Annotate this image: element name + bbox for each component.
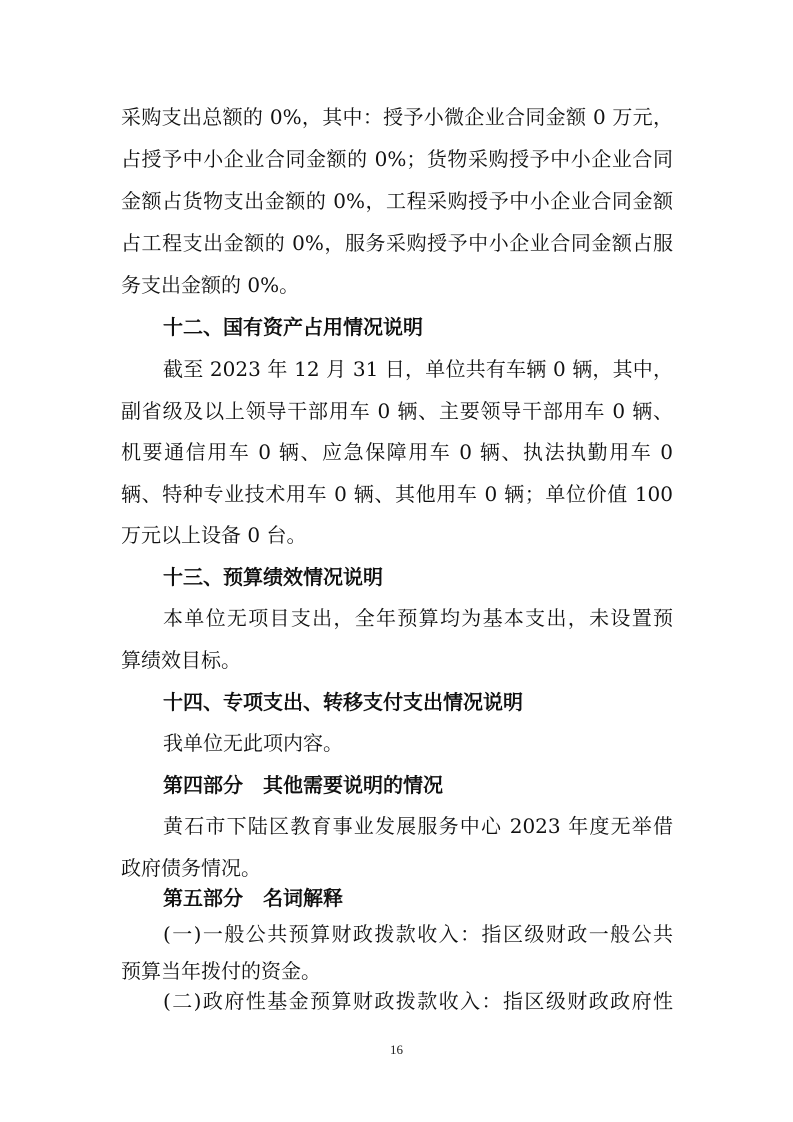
paragraph-line: 占授予中小企业合同金额的 0%；货物采购授予中小企业合同: [121, 147, 673, 171]
paragraph-line: 采购支出总额的 0%，其中：授予小微企业合同金额 0 万元，: [121, 105, 673, 129]
paragraph-line: 本单位无项目支出，全年预算均为基本支出，未设置预: [163, 606, 673, 630]
paragraph-line: 副省级及以上领导干部用车 0 辆、主要领导干部用车 0 辆、: [121, 399, 673, 423]
paragraph-line: 预算当年拨付的资金。: [121, 959, 321, 983]
paragraph-line: (二)政府性基金预算财政拨款收入：指区级财政政府性: [163, 989, 673, 1013]
paragraph-line: 占工程支出金额的 0%，服务采购授予中小企业合同金额占服: [121, 231, 673, 255]
paragraph-line: 我单位无此项内容。: [163, 731, 343, 755]
paragraph-line: 机要通信用车 0 辆、应急保障用车 0 辆、执法执勤用车 0: [121, 440, 673, 464]
paragraph-line: 务支出金额的 0%。: [121, 273, 300, 297]
paragraph-line: 政府债务情况。: [121, 856, 261, 880]
paragraph-line: 截至 2023 年 12 月 31 日，单位共有车辆 0 辆，其中，: [163, 357, 673, 381]
paragraph-line: 金额占货物支出金额的 0%，工程采购授予中小企业合同金额: [121, 189, 673, 213]
section-heading: 十四、专项支出、转移支付支出情况说明: [163, 690, 523, 714]
paragraph-line: 算绩效目标。: [121, 648, 241, 672]
paragraph-line: 黄石市下陆区教育事业发展服务中心 2023 年度无举借: [163, 814, 673, 838]
section-heading: 十二、国有资产占用情况说明: [163, 315, 423, 339]
part-heading: 第五部分 名词解释: [163, 886, 343, 910]
paragraph-line: 辆、特种专业技术用车 0 辆、其他用车 0 辆；单位价值 100: [121, 482, 673, 506]
section-heading: 十三、预算绩效情况说明: [163, 565, 383, 589]
part-heading: 第四部分 其他需要说明的情况: [163, 773, 443, 797]
paragraph-line: (一)一般公共预算财政拨款收入：指区级财政一般公共: [163, 922, 673, 946]
page-number: 16: [390, 1042, 403, 1057]
paragraph-line: 万元以上设备 0 台。: [121, 523, 307, 547]
